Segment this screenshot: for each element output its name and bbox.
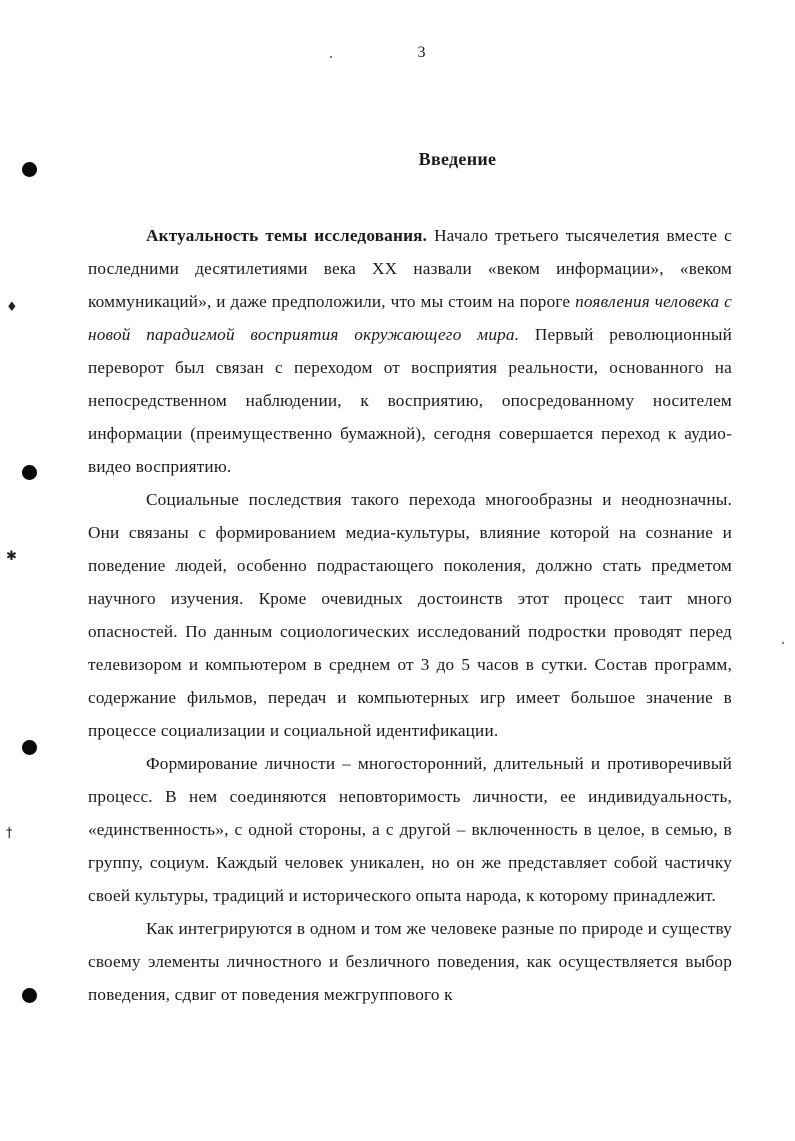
margin-mark-3: † [6,826,13,841]
paragraph-1 [88,219,732,483]
paragraph-1-end: Первый революционный переворот был связан с переходом от восприятия реальности, основанного на непосредственном наблюдении, к восприятию, опосредованному носителем информации (преимущественно бумажной), сегодня совершается переход к аудио-видео восприятию. [88,325,732,476]
binder-hole-4 [22,988,37,1003]
paragraph-1-rest: Начало третьего тысячелетия вместе с последними десятилетиями века XX назвали «веком информации», «веком коммуникаций», и даже предположили, что мы стоим на пороге [88,226,732,311]
binder-hole-3 [22,740,37,755]
paragraph-1-lead: Актуальность темы исследования. [146,226,428,245]
body-text [88,219,732,1011]
margin-mark-1: ♦ [6,300,18,315]
binder-hole-2 [22,465,37,480]
paragraph-4: Как интегрируются в одном и том же человеке разные по природе и существу своему элементы личностного и безличного поведения, как осуществляется выбор поведения, сдвиг от поведения межгруппового к [88,919,732,1004]
paragraph-2: Социальные последствия такого перехода многообразны и неоднозначны. Они связаны с формированием медиа-культуры, влияние которой на сознание и поведение людей, особенно подрастающего поколения, должно стать предметом научного изучения. Кроме очевидных достоинств этот процесс таит много опасностей. По данным социологических исследований подростки проводят перед телевизором и компьютером в среднем от 3 до 5 часов в сутки. Состав программ, содержание фильмов, передач и компьютерных игр имеет большое значение в процессе социализации и социальной идентификации. [88,490,732,740]
margin-mark-2: ✱ [6,549,17,564]
binder-hole-1 [22,162,37,177]
paragraph-1-italic: появления человека с новой парадигмой восприятия окружающего мира. [88,292,732,344]
page-title: Введение [418,149,497,169]
scan-speck [782,642,784,644]
page-number: 3 [417,44,426,61]
paragraph-3: Формирование личности – многосторонний, длительный и противоречивый процесс. В нем соединяются неповторимость личности, ее индивидуальность, «единственность», с одной стороны, а с другой – включенность в целое, в семью, в группу, социум. Каждый человек уникален, но он же представляет собой частичку своей культуры, традиций и исторического опыта народа, к которому принадлежит. [88,754,732,905]
